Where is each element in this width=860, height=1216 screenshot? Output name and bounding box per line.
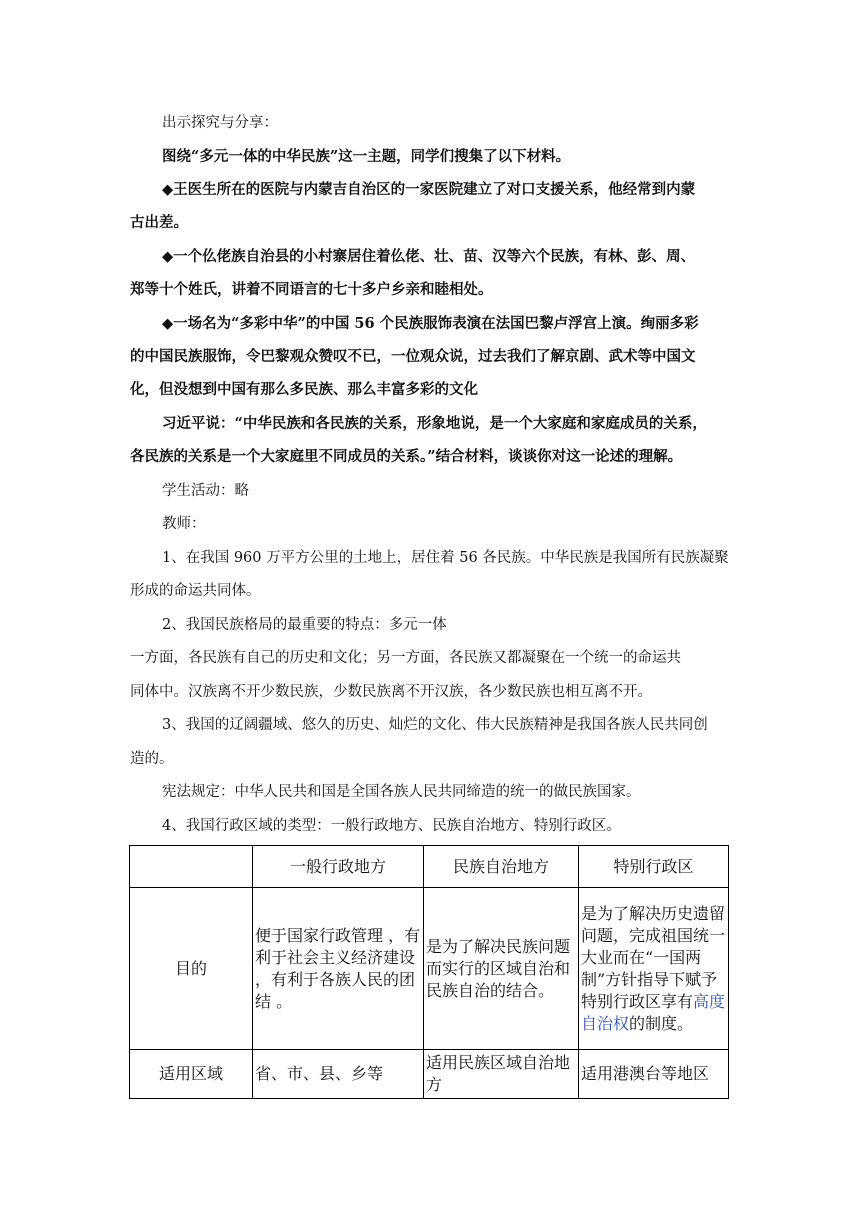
scope-general-admin: 省、市、县、乡等 — [253, 1050, 424, 1099]
purpose-ethnic-autonomous: 是为了解决民族问题而实行的区域自治和民族自治的结合。 — [424, 888, 579, 1050]
material-2-line-1: ◆一个仫佬族自治县的小村寨居住着仫佬、壮、苗、汉等六个民族，有林、彭、周、 — [162, 248, 696, 265]
purpose-special-admin-text: 是为了解决历史遗留问题，完成祖国统一大业而在“一国两制”方针指导下赋予特别行政区享有 — [581, 903, 726, 1011]
row-label-scope: 适用区域 — [130, 1050, 253, 1099]
material-3-line-1: ◆一场名为“多彩中华”的中国 56 个民族服饰表演在法国巴黎卢浮宫上演。绚丽多彩 — [162, 315, 699, 332]
point-1-line-1: 1、在我国 960 万平方公里的土地上，居住着 56 各民族。中华民族是我国所有民族凝聚 — [162, 550, 729, 566]
scope-ethnic-autonomous: 适用民族区域自治地方 — [424, 1050, 579, 1099]
material-2-line-2: 郑等十个姓氏，讲着不同语言的七十多户乡亲和睦相处。 — [130, 281, 493, 298]
point-2-detail-line-1: 一方面，各民族有自己的历史和文化；另一方面，各民族又都凝聚在一个统一的命运共 — [130, 650, 681, 666]
point-4: 4、我国行政区域的类型：一般行政地方、民族自治地方、特别行政区。 — [162, 818, 621, 834]
purpose-general-admin: 便于国家行政管理 ，有利于社会主义经济建设 ，有利于各族人民的团结 。 — [253, 888, 424, 1050]
scope-special-admin: 适用港澳台等地区 — [579, 1050, 729, 1099]
header-general-admin: 一般行政地方 — [253, 846, 424, 888]
point-3-line-1: 3、我国的辽阔疆域、悠久的历史、灿烂的文化、伟大民族精神是我国各族人民共同创 — [162, 717, 708, 733]
region-types-table — [129, 845, 729, 1099]
quote-line-2: 各民族的关系是一个大家庭里不同成员的关系。”结合材料，谈谈你对这一论述的理解。 — [130, 448, 683, 465]
header-special-admin: 特别行政区 — [579, 846, 729, 888]
material-3-line-3: 化，但没想到中国有那么多民族、那么丰富多彩的文化 — [130, 381, 478, 398]
material-1-line-2: 古出差。 — [130, 214, 188, 231]
row-label-purpose: 目的 — [130, 888, 253, 1050]
point-1-line-2: 形成的命运共同体。 — [130, 583, 261, 599]
material-3-line-2: 的中国民族服饰，令巴黎观众赞叹不已，一位观众说，过去我们了解京剧、武术等中国文 — [130, 348, 696, 365]
point-2: 2、我国民族格局的最重要的特点：多元一体 — [162, 617, 447, 633]
table-row-scope — [130, 1050, 729, 1099]
student-activity: 学生活动：略 — [162, 483, 249, 499]
constitution-line: 宪法规定：中华人民共和国是全国各族人民共同缔造的统一的做民族国家。 — [162, 784, 641, 800]
table-header-row — [130, 846, 729, 888]
quote-line-1: 习近平说：“中华民族和各民族的关系，形象地说，是一个大家庭和家庭成员的关系， — [162, 415, 707, 432]
teacher-label: 教师： — [162, 516, 206, 532]
header-empty-cell — [130, 846, 253, 888]
intro-heading: 出示探究与分享： — [162, 115, 278, 131]
table-row-purpose — [130, 888, 729, 1050]
purpose-special-admin — [579, 888, 729, 1050]
point-3-line-2: 造的。 — [130, 751, 174, 767]
material-1-line-1: ◆王医生所在的医院与内蒙吉自治区的一家医院建立了对口支援关系，他经常到内蒙 — [162, 181, 696, 198]
header-ethnic-autonomous: 民族自治地方 — [424, 846, 579, 888]
purpose-special-admin-text-end: 的制度。 — [629, 1013, 694, 1033]
high-autonomy-link[interactable]: 高度自治权 — [581, 991, 726, 1033]
topic-line: 图绕“多元一体的中华民族”这一主题，同学们搜集了以下材料。 — [162, 148, 571, 165]
point-2-detail-line-2: 同体中。汉族离不开少数民族，少数民族离不开汉族，各少数民族也相互离不开。 — [130, 684, 652, 700]
